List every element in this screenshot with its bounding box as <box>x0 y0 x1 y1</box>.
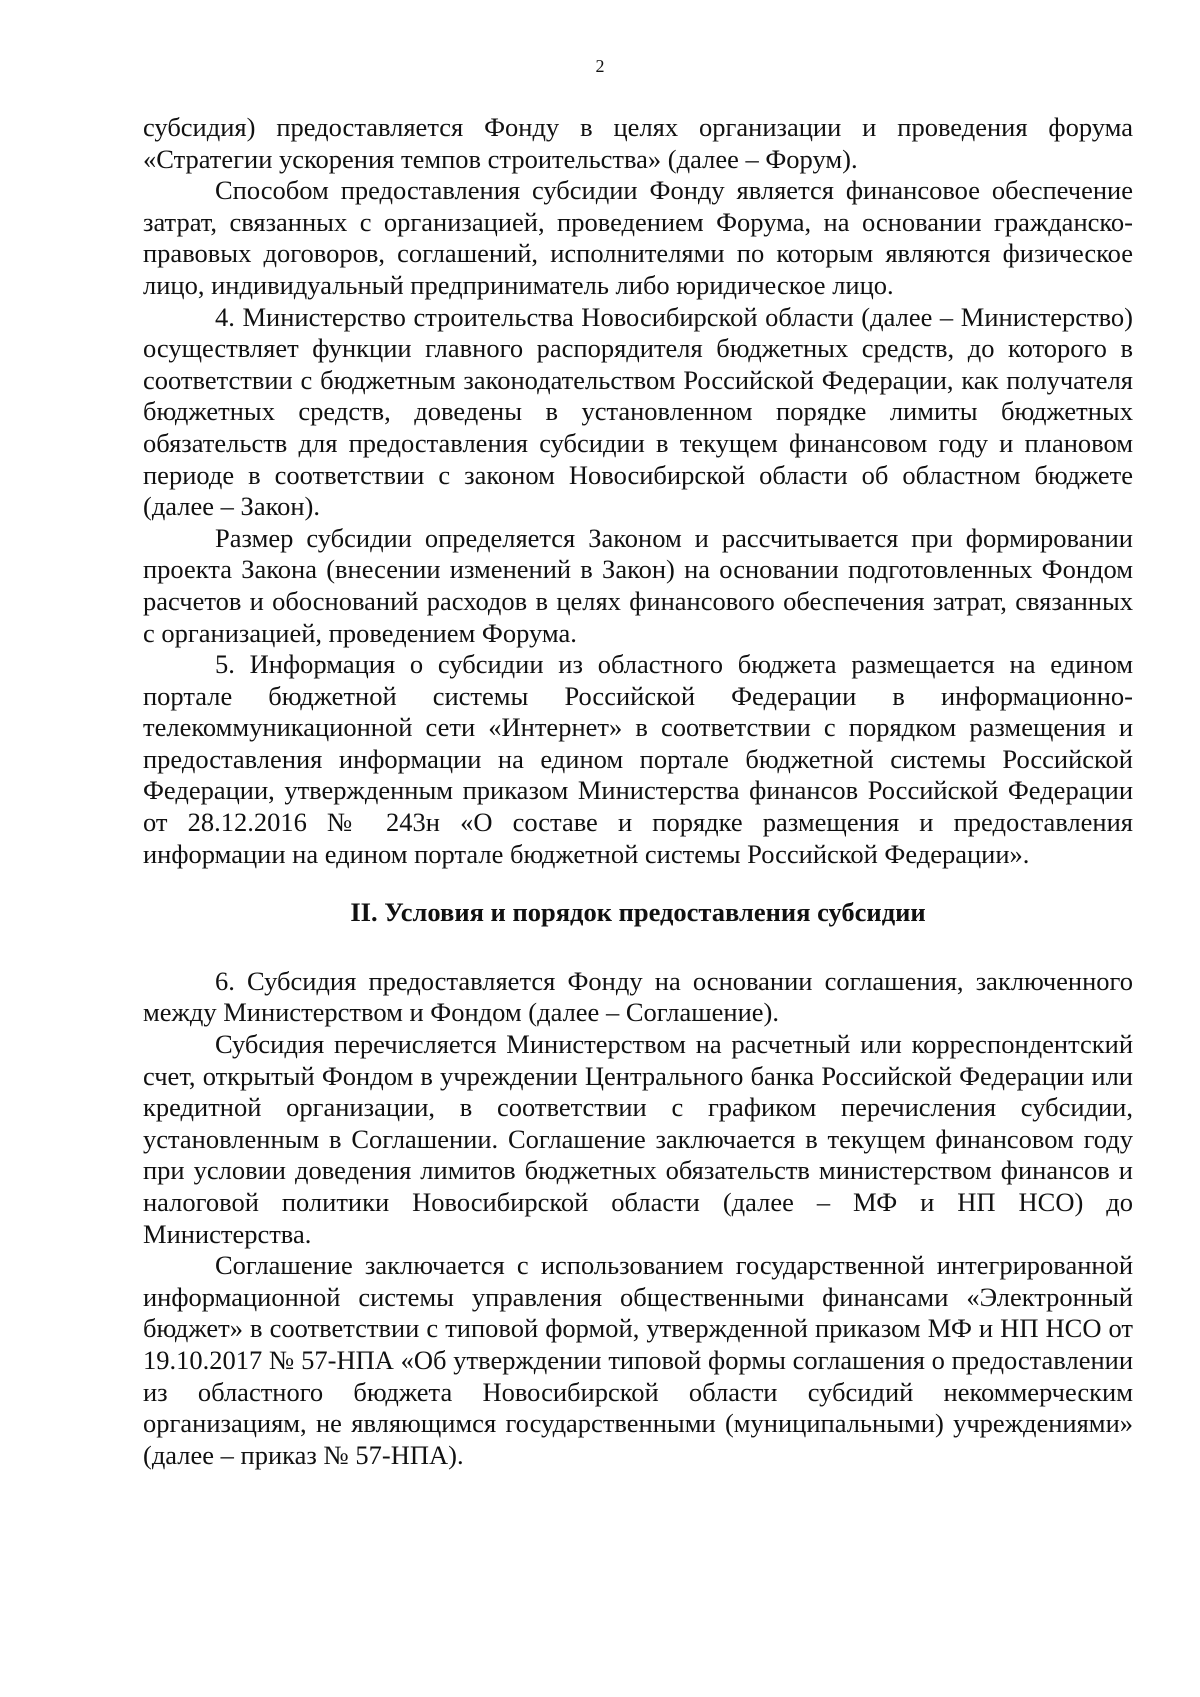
paragraph-agreement-form: Соглашение заключается с использованием государственной интегрированной информационной системы управления общественными финансами «Электронный бюджет» в соответствии с типовой формой, утвержденной приказом МФ и НП НСО от 19.10.2017 № 57-НПА «Об утверждении типовой формы соглашения о предоставлении из областного бюджета Новосибирской области субсидий некоммерческим организациям, не являющимся государственными (муниципальными) учреждениями» (далее – приказ № 57-НПА). <box>143 1250 1133 1470</box>
document-body <box>143 112 1133 1471</box>
paragraph-item-6: 6. Субсидия предоставляется Фонду на основании соглашения, заключенного между Министерством и Фондом (далее – Соглашение). <box>143 965 1133 1028</box>
section-heading: II. Условия и порядок предоставления субсидии <box>350 897 926 928</box>
paragraph-subsidy-purpose: субсидия) предоставляется Фонду в целях организации и проведения форума «Стратегии ускорения темпов строительства» (далее – Форум). <box>143 112 1133 174</box>
paragraph-provision-method: Способом предоставления субсидии Фонду является финансовое обеспечение затрат, связанных с организацией, проведением Форума, на основании гражданско-правовых договоров, соглашений, исполнителями по которым являются физическое лицо, индивидуальный предприниматель либо юридическое лицо. <box>143 175 1133 300</box>
paragraph-item-5: 5. Информация о субсидии из областного бюджета размещается на едином портале бюджетной системы Российской Федерации в информационно-телекоммуникационной сети «Интернет» в соответствии с порядком размещения и предоставления информации на едином портале бюджетной системы Российской Федерации, утвержденным приказом Министерства финансов Российской Федерации от 28.12.2016 № 243н «О составе и порядке размещения и предоставления информации на едином портале бюджетной системы Российской Федерации». <box>143 649 1133 869</box>
page-number: 2 <box>595 56 605 76</box>
paragraph-subsidy-size: Размер субсидии определяется Законом и рассчитывается при формировании проекта Закона (внесении изменений в Закон) на основании подготовленных Фондом расчетов и обоснований расходов в целях финансового обеспечения затрат, связанных с организацией, проведением Форума. <box>143 522 1133 648</box>
paragraph-item-4: 4. Министерство строительства Новосибирской области (далее – Министерство) осуществляет функции главного распорядителя бюджетных средств, до которого в соответствии с бюджетным законодательством Российской Федерации, как получателя бюджетных средств, доведены в установленном порядке лимиты бюджетных обязательств для предоставления субсидии в текущем финансовом году и плановом периоде в соответствии с законом Новосибирской области об областном бюджете (далее – Закон). <box>143 301 1133 522</box>
paragraph-transfer: Субсидия перечисляется Министерством на расчетный или корреспондентский счет, открытый Фондом в учреждении Центрального банка Российской Федерации или кредитной организации, в соответствии с графиком перечисления субсидии, установленным в Соглашении. Соглашение заключается в текущем финансовом году при условии доведения лимитов бюджетных обязательств министерством финансов и налоговой политики Новосибирской области (далее – МФ и НП НСО) до Министерства. <box>143 1029 1133 1249</box>
